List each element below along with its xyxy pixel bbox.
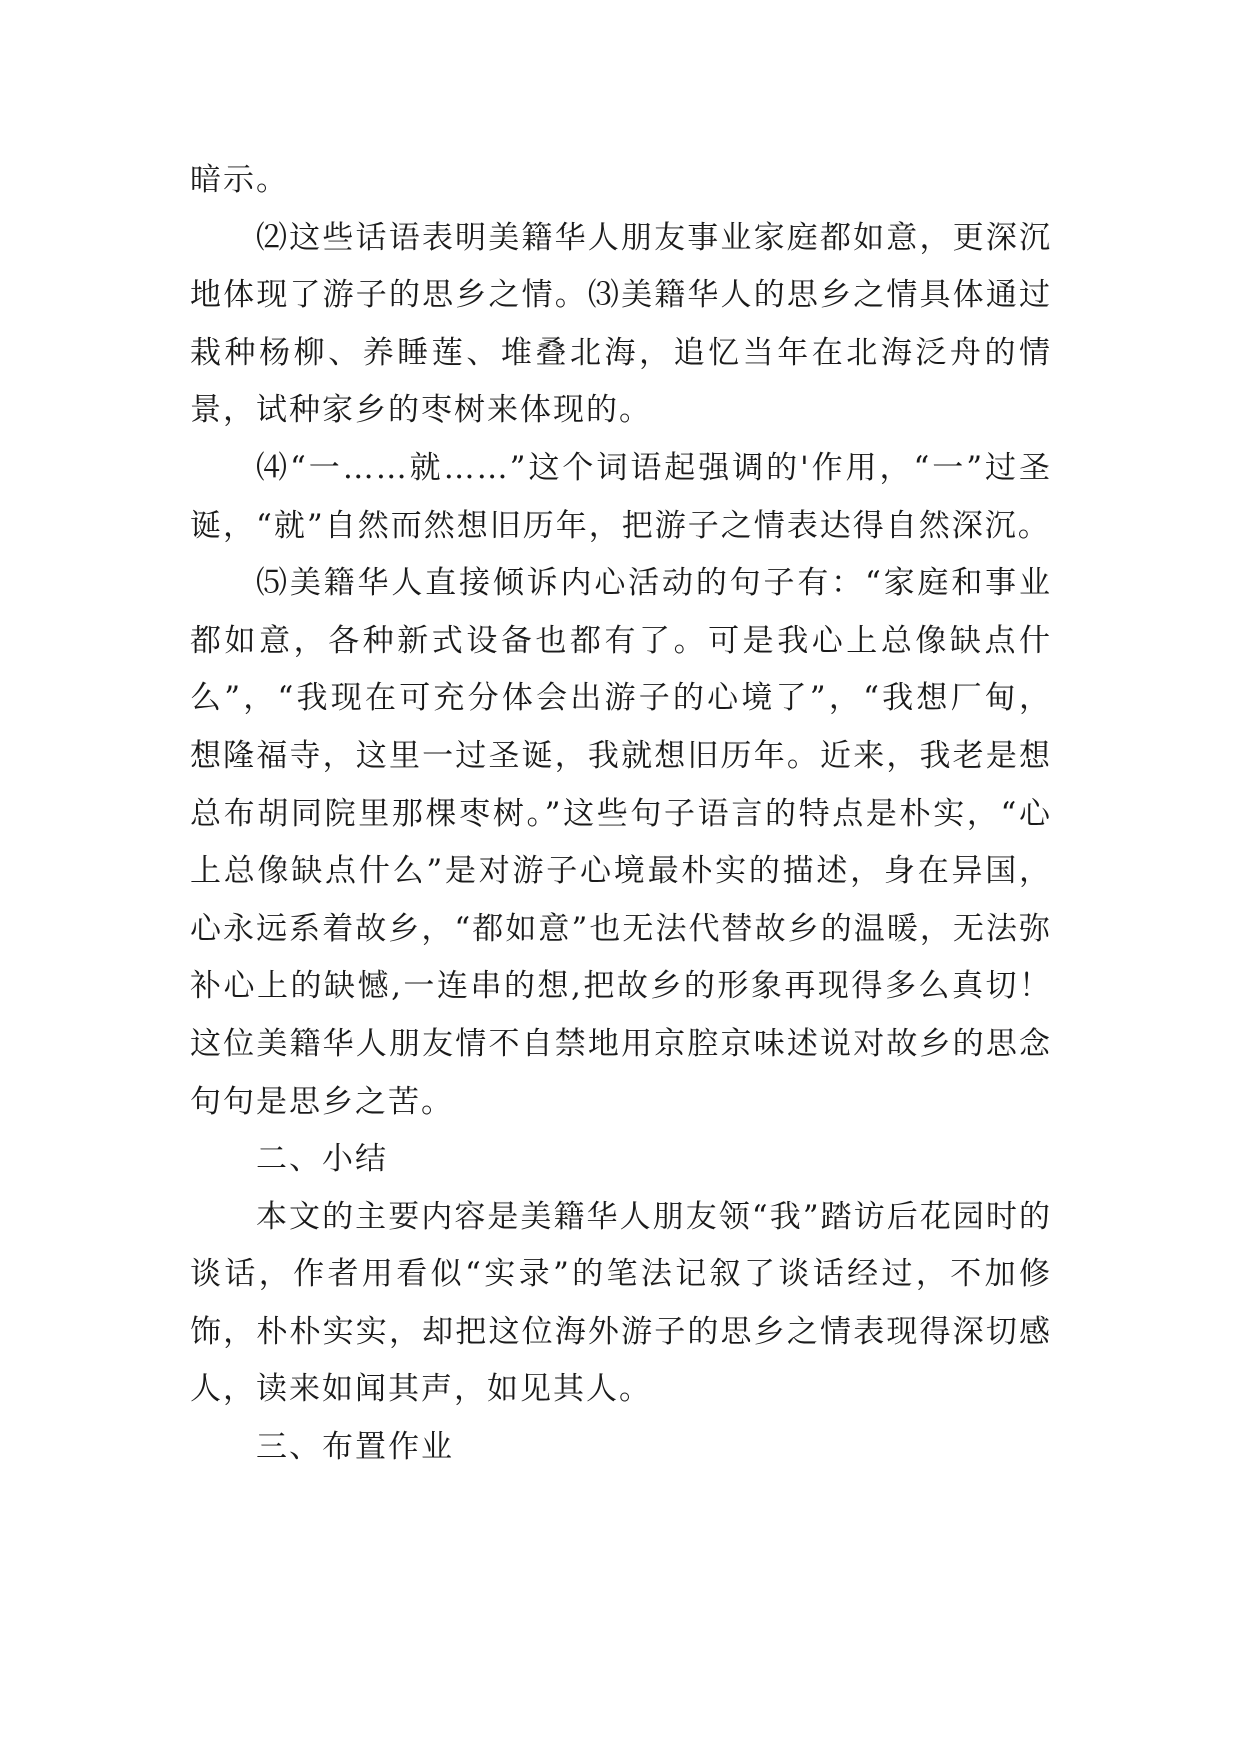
paragraph-answer-5: ⑸美籍华人直接倾诉内心活动的句子有：“家庭和事业都如意，各种新式设备也都有了。可是我心上总像缺点什么”，“我现在可充分体会出游子的心境了”，“我想厂甸，想隆福寺，这里一过圣诞，我就想旧历年。近来，我老是想总布胡同院里那棵枣树。”这些句子语言的特点是朴实，“心上总像缺点什么”是对游子心境最朴实的描述，身在异国，心永远系着故乡，“都如意”也无法代替故乡的温暖，无法弥补心上的缺憾,一连串的想,把故乡的形象再现得多么真切！这位美籍华人朋友情不自禁地用京腔京味述说对故乡的思念句句是思乡之苦。 — [190, 565, 1052, 1120]
section-heading-homework: 三、布置作业 — [256, 1429, 454, 1466]
paragraph-continuation: 暗示。 — [190, 162, 289, 198]
paragraph-answer-2-3: ⑵这些话语表明美籍华人朋友事业家庭都如意，更深沉地体现了游子的思乡之情。⑶美籍华人的思乡之情具体通过栽种杨柳、养睡莲、堆叠北海，追忆当年在北海泛舟的情景，试种家乡的枣树来体现的。 — [190, 219, 1052, 429]
paragraph-summary: 本文的主要内容是美籍华人朋友领“我”踏访后花园时的谈话，作者用看似“实录”的笔法记叙了谈话经过，不加修饰，朴朴实实，却把这位海外游子的思乡之情表现得深切感人，读来如闻其声，如见其人。 — [190, 1198, 1052, 1408]
section-heading-summary: 二、小结 — [256, 1141, 388, 1178]
document-body — [190, 152, 1052, 1477]
paragraph-answer-4: ⑷“一……就……”这个词语起强调的'作用，“一”过圣诞，“就”自然而然想旧历年，把游子之情表达得自然深沉。 — [190, 449, 1052, 544]
